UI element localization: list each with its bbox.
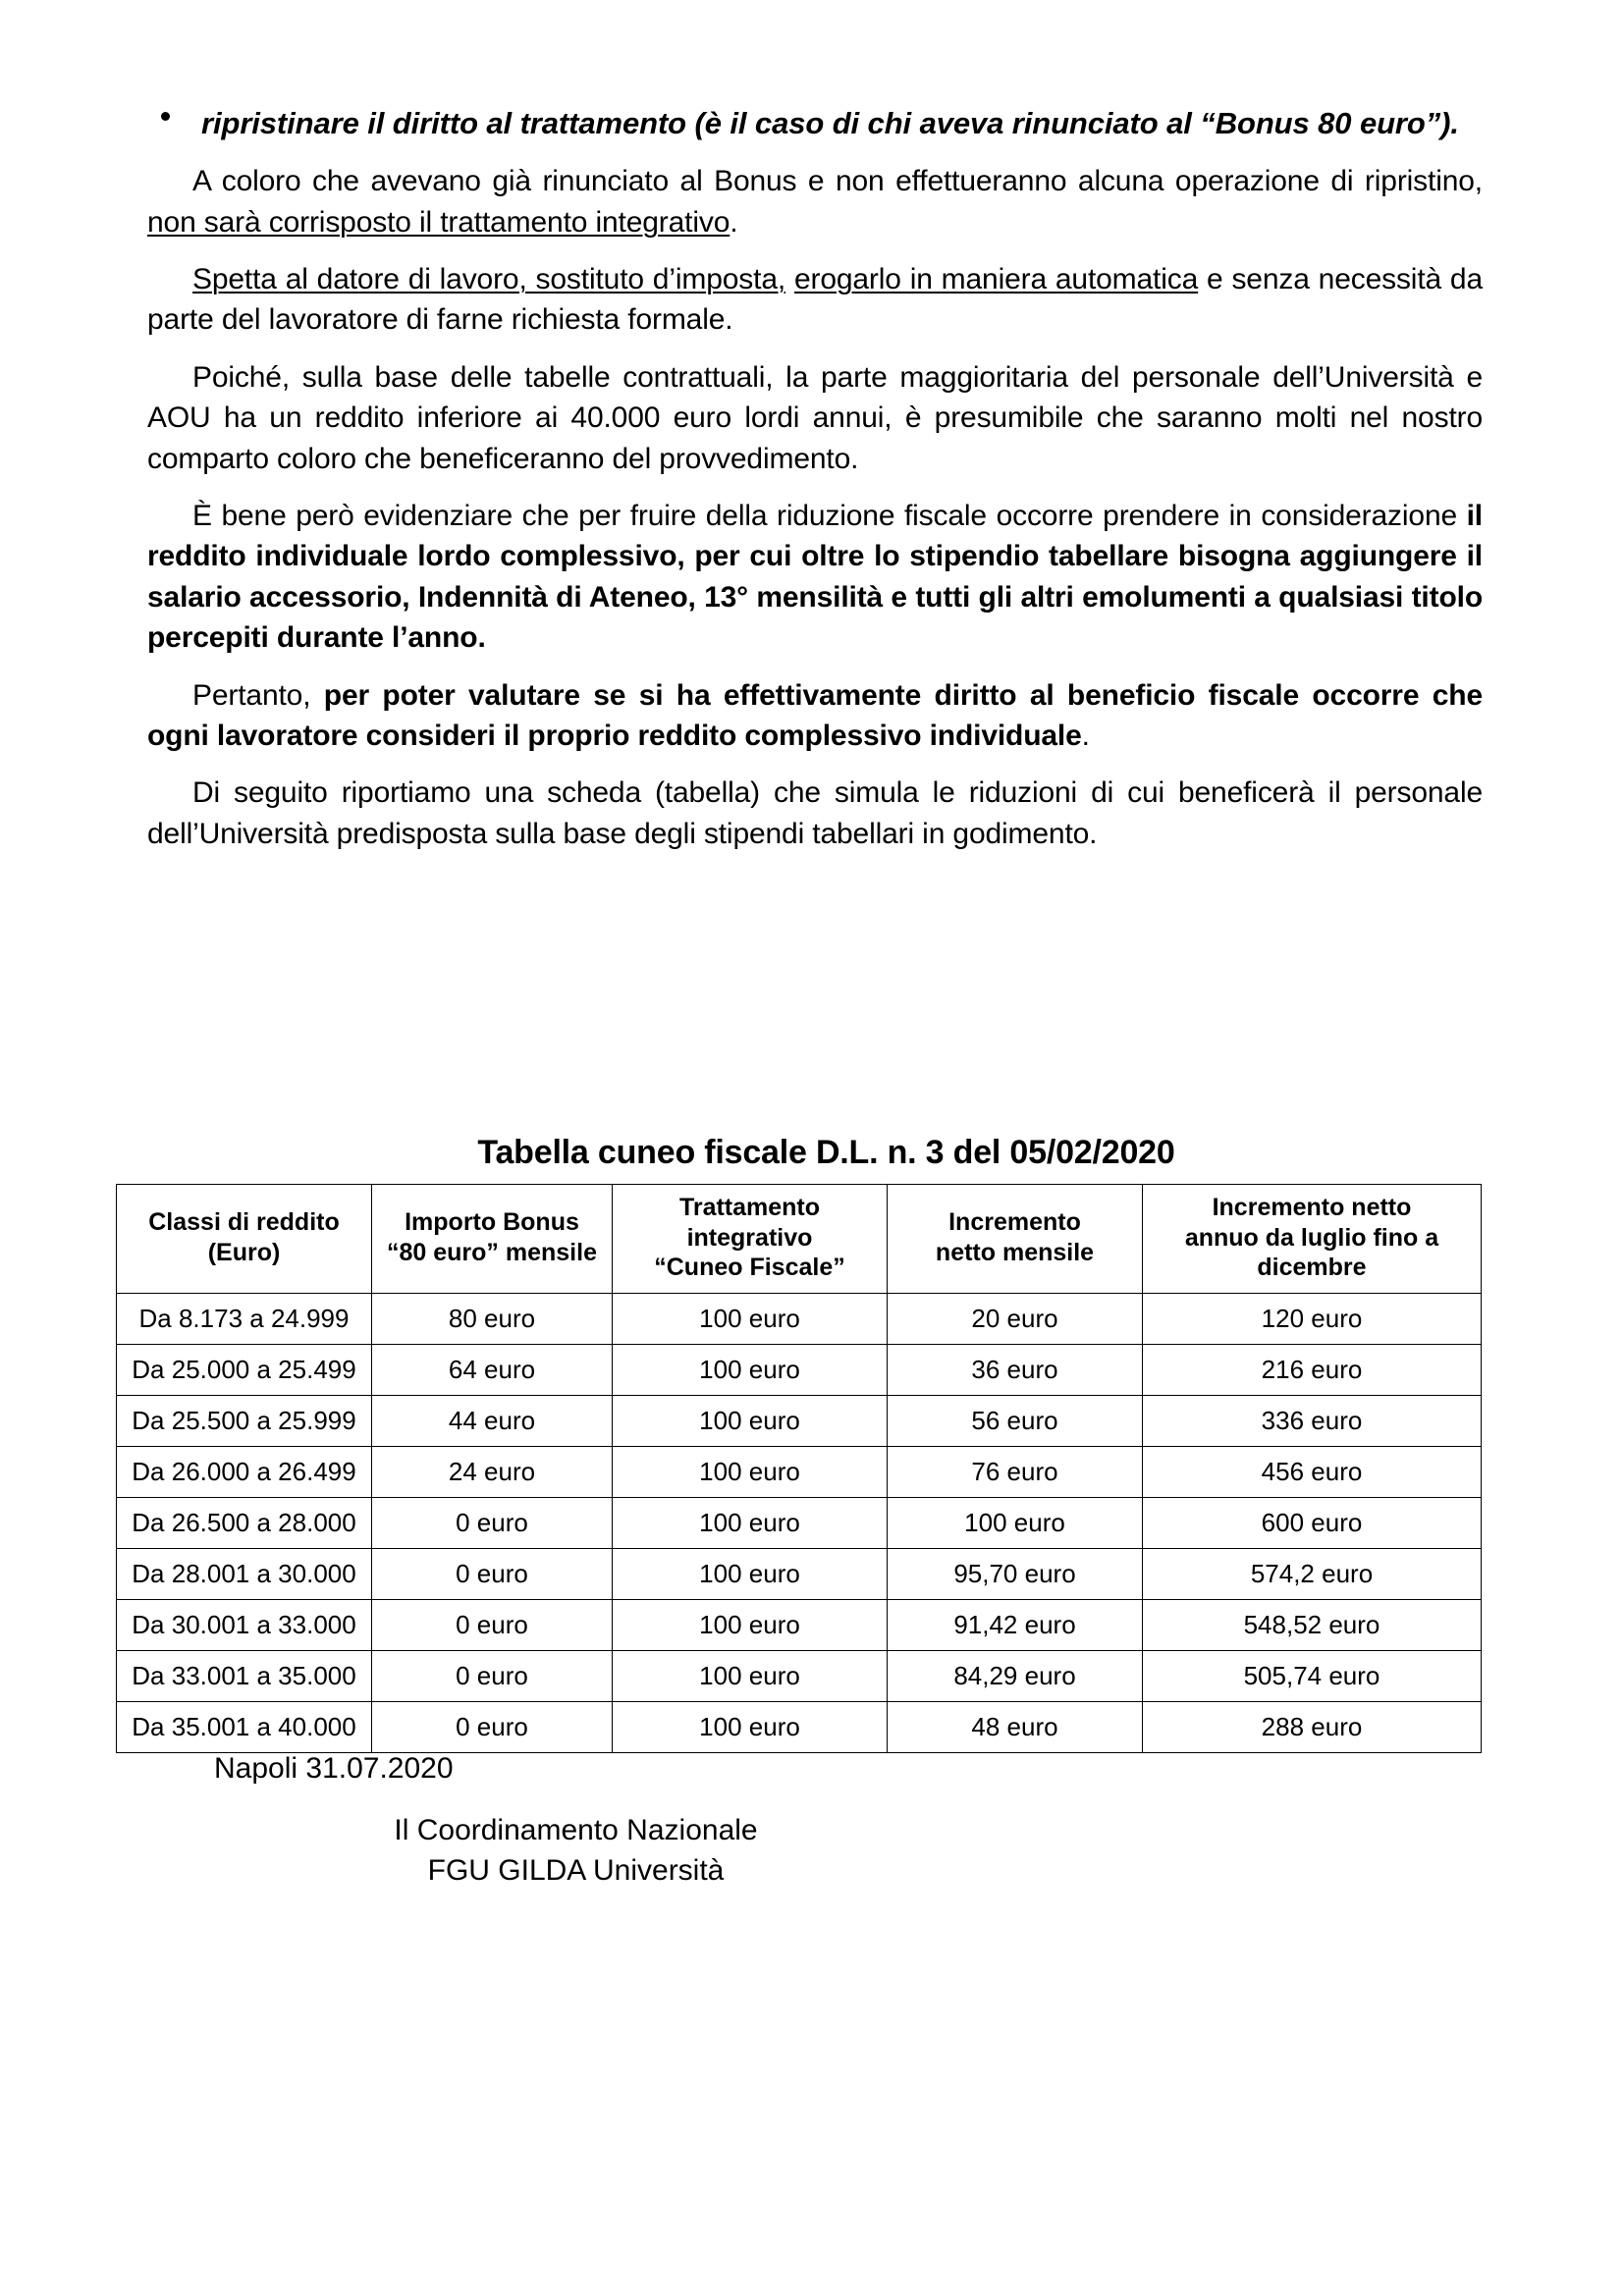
table-row	[117, 1293, 1482, 1344]
table-cell-r3-c4: 456 euro	[1143, 1446, 1482, 1497]
table-cell-r7-c1: 0 euro	[372, 1650, 613, 1701]
table-body	[117, 1293, 1482, 1752]
table-column-header-3-line-1: netto mensile	[935, 1238, 1095, 1266]
table-column-header-4	[1143, 1185, 1482, 1294]
paragraph-4-bold: il reddito individuale lordo complessivo, per cui oltre lo stipendio tabellare bisogna aggiungere il salario accessorio, Indennità di Ateneo, 13° mensilità e tutti gli altri emolumenti a qualsiasi titolo percepiti durante l’anno.	[147, 499, 1483, 655]
table-cell-r1-c1: 64 euro	[372, 1344, 613, 1395]
table-column-header-2	[613, 1185, 888, 1294]
table-cell-r3-c3: 76 euro	[888, 1446, 1143, 1497]
table-cell-r2-c2: 100 euro	[613, 1395, 888, 1446]
table-cell-r0-c3: 20 euro	[888, 1293, 1143, 1344]
table-column-header-2-line-2: “Cuneo Fiscale”	[654, 1254, 845, 1281]
list-item	[147, 103, 1483, 143]
paragraph-5-lead: Pertanto,	[192, 678, 324, 712]
table-column-header-0-line-1: (Euro)	[207, 1238, 281, 1266]
table-cell-r2-c4: 336 euro	[1143, 1395, 1482, 1446]
table-cell-r8-c4: 288 euro	[1143, 1701, 1482, 1752]
table-cell-r5-c3: 95,70 euro	[888, 1548, 1143, 1599]
table-cell-r1-c2: 100 euro	[613, 1344, 888, 1395]
table-column-header-0-line-0: Classi di reddito	[148, 1208, 340, 1237]
table-row	[117, 1548, 1482, 1599]
table-column-header-1	[372, 1185, 613, 1294]
table-cell-r7-c3: 84,29 euro	[888, 1650, 1143, 1701]
table-cell-r8-c1: 0 euro	[372, 1701, 613, 1752]
table-column-header-4-line-2: dicembre	[1257, 1254, 1367, 1281]
table-column-header-2-line-1: integrativo	[686, 1223, 813, 1252]
table-cell-r4-c0: Da 26.500 a 28.000	[117, 1497, 372, 1548]
paragraph-1	[147, 161, 1483, 242]
paragraph-2-underlined-a: Spetta al datore di lavoro, sostituto d’imposta,	[192, 263, 786, 295]
table-cell-r6-c3: 91,42 euro	[888, 1599, 1143, 1650]
table-cell-r6-c4: 548,52 euro	[1143, 1599, 1482, 1650]
bullet-dot-icon	[161, 112, 170, 121]
paragraph-2	[147, 259, 1483, 341]
table-row	[117, 1395, 1482, 1446]
table-cell-r2-c3: 56 euro	[888, 1395, 1143, 1446]
paragraph-6: Di seguito riportiamo una scheda (tabella) che simula le riduzioni di cui beneficerà il personale dell’Università predisposta sulla base degli stipendi tabellari in godimento.	[147, 776, 1483, 850]
table-row	[117, 1446, 1482, 1497]
table-column-header-1-line-0: Importo Bonus	[405, 1208, 579, 1237]
table-cell-r7-c2: 100 euro	[613, 1650, 888, 1701]
table-cell-r7-c0: Da 33.001 a 35.000	[117, 1650, 372, 1701]
paragraph-2-space	[785, 263, 794, 295]
table-cell-r3-c1: 24 euro	[372, 1446, 613, 1497]
table-cell-r1-c3: 36 euro	[888, 1344, 1143, 1395]
table-column-header-1-line-1: “80 euro” mensile	[387, 1238, 597, 1266]
paragraph-5	[147, 675, 1483, 757]
paragraph-5-tail: .	[1081, 719, 1090, 752]
table-row	[117, 1599, 1482, 1650]
paragraph-3: Poiché, sulla base delle tabelle contrattuali, la parte maggioritaria del personale dell’Università e AOU ha un reddito inferiore ai 40.000 euro lordi annui, è presumibile che saranno molti nel nostro comparto coloro che beneficeranno del provvedimento.	[147, 360, 1483, 475]
table-title: Tabella cuneo fiscale D.L. n. 3 del 05/02/2020	[477, 1134, 1175, 1171]
table-cell-r6-c0: Da 30.001 a 33.000	[117, 1599, 372, 1650]
document-body	[147, 103, 1483, 871]
table-column-header-2-line-0: Trattamento	[678, 1194, 821, 1221]
table-cell-r1-c4: 216 euro	[1143, 1344, 1482, 1395]
table-column-header-3-line-0: Incremento	[948, 1208, 1081, 1237]
table-cell-r8-c3: 48 euro	[888, 1701, 1143, 1752]
paragraph-1-tail: .	[730, 205, 738, 239]
paragraph-5-bold: per poter valutare se si ha effettivamente diritto al beneficio fiscale occorre che ogni lavoratore consideri il proprio reddito complessivo individuale	[147, 678, 1483, 752]
paragraph-4-lead: È bene però evidenziare che per fruire della riduzione fiscale occorre prendere in considerazione	[192, 499, 1467, 532]
table-cell-r4-c1: 0 euro	[372, 1497, 613, 1548]
table-cell-r5-c4: 574,2 euro	[1143, 1548, 1482, 1599]
signature-line-1: Il Coordinamento Nazionale	[394, 1814, 758, 1846]
city-date: Napoli 31.07.2020	[214, 1752, 454, 1785]
table-cell-r8-c2: 100 euro	[613, 1701, 888, 1752]
table-column-header-4-line-0: Incremento netto	[1212, 1194, 1412, 1221]
table-column-header-0	[117, 1185, 372, 1294]
table-cell-r6-c1: 0 euro	[372, 1599, 613, 1650]
table-cell-r4-c2: 100 euro	[613, 1497, 888, 1548]
table-column-header-3	[888, 1185, 1143, 1294]
paragraph-2-underlined-b: erogarlo in maniera automatica	[793, 263, 1199, 295]
table-cell-r0-c4: 120 euro	[1143, 1293, 1482, 1344]
table-cell-r4-c4: 600 euro	[1143, 1497, 1482, 1548]
table-row	[117, 1344, 1482, 1395]
table-cell-r2-c1: 44 euro	[372, 1395, 613, 1446]
signature-line-2: FGU GILDA Università	[427, 1853, 725, 1887]
table-section	[0, 1134, 1623, 1753]
table-row	[117, 1650, 1482, 1701]
paragraph-4	[147, 496, 1483, 659]
cuneo-fiscale-table	[116, 1184, 1482, 1753]
table-cell-r5-c1: 0 euro	[372, 1548, 613, 1599]
table-cell-r0-c1: 80 euro	[372, 1293, 613, 1344]
table-row	[117, 1497, 1482, 1548]
table-column-header-4-line-1: annuo da luglio fino a	[1184, 1223, 1439, 1252]
table-header-row	[117, 1185, 1482, 1294]
table-row	[117, 1701, 1482, 1752]
table-cell-r8-c0: Da 35.001 a 40.000	[117, 1701, 372, 1752]
table-cell-r0-c0: Da 8.173 a 24.999	[117, 1293, 372, 1344]
table-cell-r4-c3: 100 euro	[888, 1497, 1143, 1548]
table-cell-r3-c2: 100 euro	[613, 1446, 888, 1497]
paragraph-1-underlined: non sarà corrisposto il trattamento integrativo	[147, 205, 730, 239]
table-cell-r6-c2: 100 euro	[613, 1599, 888, 1650]
table-cell-r0-c2: 100 euro	[613, 1293, 888, 1344]
paragraph-1-lead: A coloro che avevano già rinunciato al Bonus e non effettueranno alcuna operazione di ripristino,	[192, 165, 1483, 198]
list-item-text: ripristinare il diritto al trattamento (è il caso di chi aveva rinunciato al “Bonus 80 euro”).	[201, 106, 1459, 140]
table-head	[117, 1185, 1482, 1294]
paragraph-2-tail: e senza necessità da parte del lavoratore di farne richiesta formale.	[147, 263, 1484, 337]
table-cell-r5-c0: Da 28.001 a 30.000	[117, 1548, 372, 1599]
signature-block	[0, 1811, 1623, 1891]
table-cell-r1-c0: Da 25.000 a 25.499	[117, 1344, 372, 1395]
table-cell-r2-c0: Da 25.500 a 25.999	[117, 1395, 372, 1446]
table-cell-r7-c4: 505,74 euro	[1143, 1650, 1482, 1701]
table-cell-r3-c0: Da 26.000 a 26.499	[117, 1446, 372, 1497]
table-cell-r5-c2: 100 euro	[613, 1548, 888, 1599]
